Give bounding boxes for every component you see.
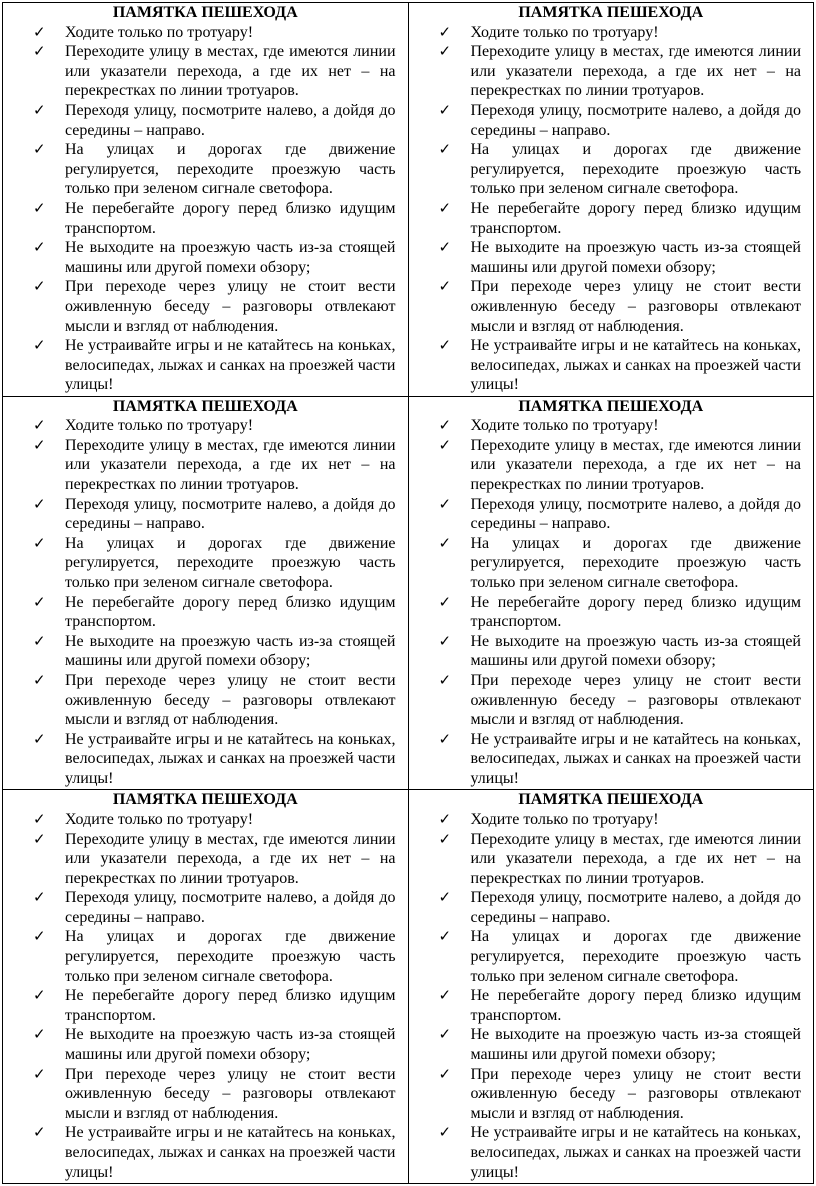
checkmark-icon: ✓ bbox=[33, 238, 46, 257]
checkmark-icon: ✓ bbox=[438, 100, 452, 119]
memo-title: ПАМЯТКА ПЕШЕХОДА bbox=[112, 397, 298, 415]
checkmark-icon: ✓ bbox=[33, 927, 46, 946]
rule-item bbox=[33, 730, 396, 789]
checkmark-icon: ✓ bbox=[33, 494, 46, 513]
rules-list bbox=[439, 810, 802, 1182]
memo-card-content bbox=[409, 3, 814, 396]
rule-text: Ходите только по тротуару! bbox=[470, 810, 659, 828]
rule-text: Не перебегайте дорогу перед близко идущим транспортом. bbox=[65, 593, 396, 631]
rule-item bbox=[33, 416, 396, 436]
checkmark-icon: ✓ bbox=[438, 670, 452, 689]
memo-card-content bbox=[3, 3, 408, 396]
checkmark-icon: ✓ bbox=[438, 1025, 452, 1044]
checkmark-icon: ✓ bbox=[438, 986, 452, 1005]
rule-item bbox=[33, 986, 396, 1025]
checkmark-icon: ✓ bbox=[438, 22, 452, 41]
checkmark-icon: ✓ bbox=[33, 888, 46, 907]
checkmark-icon: ✓ bbox=[33, 729, 46, 748]
memo-card bbox=[408, 790, 814, 1184]
rule-text: Не устраивайте игры и не катайтесь на коньках, велосипедах, лыжах и санках на проезжей части улицы! bbox=[470, 730, 801, 787]
rule-text: Переходите улицу в местах, где имеются линии или указатели перехода, а где их нет – на перекрестках по линии тротуаров. bbox=[470, 43, 801, 100]
rule-item bbox=[439, 593, 802, 632]
memo-title: ПАМЯТКА ПЕШЕХОДА bbox=[112, 4, 298, 21]
rule-text: На улицах и дорогах где движение регулируется, переходите проезжую часть только при зеленом сигнале светофора. bbox=[470, 141, 801, 198]
rule-item bbox=[439, 534, 802, 593]
rule-text: На улицах и дорогах где движение регулируется, переходите проезжую часть только при зеленом сигнале светофора. bbox=[65, 534, 396, 591]
rule-text: Ходите только по тротуару! bbox=[65, 23, 254, 41]
checkmark-icon: ✓ bbox=[438, 631, 452, 650]
checkmark-icon: ✓ bbox=[438, 435, 452, 454]
checkmark-icon: ✓ bbox=[33, 1025, 46, 1044]
memo-card-content bbox=[3, 790, 408, 1183]
rule-text: Переходите улицу в местах, где имеются линии или указатели перехода, а где их нет – на перекрестках по линии тротуаров. bbox=[470, 436, 801, 494]
rule-item bbox=[33, 238, 396, 277]
rule-text: Не устраивайте игры и не катайтесь на коньках, велосипедах, лыжах и санках на проезжей части улицы! bbox=[65, 337, 396, 394]
rule-item bbox=[439, 336, 802, 395]
memo-card-content bbox=[409, 790, 814, 1183]
rule-text: Не выходите на проезжую часть из-за стоящей машины или другой помехи обзору; bbox=[470, 239, 801, 276]
memo-row bbox=[3, 396, 814, 790]
rule-text: На улицах и дорогах где движение регулируется, переходите проезжую часть только при зеленом сигнале светофора. bbox=[470, 928, 801, 985]
checkmark-icon: ✓ bbox=[33, 631, 46, 650]
checkmark-icon: ✓ bbox=[438, 1064, 452, 1083]
rule-text: Ходите только по тротуару! bbox=[470, 417, 659, 435]
memo-card bbox=[408, 396, 814, 790]
rule-item bbox=[439, 140, 802, 199]
rule-item bbox=[33, 830, 396, 889]
rule-text: Не выходите на проезжую часть из-за стоящей машины или другой помехи обзору; bbox=[470, 1026, 801, 1064]
rules-list bbox=[33, 23, 396, 395]
rule-text: Ходите только по тротуару! bbox=[65, 810, 254, 828]
checkmark-icon: ✓ bbox=[438, 809, 452, 828]
memo-card bbox=[3, 3, 409, 397]
rule-item bbox=[439, 1065, 802, 1124]
rule-text: Переходите улицу в местах, где имеются линии или указатели перехода, а где их нет – на перекрестках по линии тротуаров. bbox=[65, 830, 396, 887]
rules-list bbox=[33, 416, 396, 788]
rule-text: Переходя улицу, посмотрите налево, а дойдя до середины – направо. bbox=[470, 495, 801, 533]
rule-text: Не устраивайте игры и не катайтесь на коньках, велосипедах, лыжах и санках на проезжей части улицы! bbox=[470, 337, 801, 394]
checkmark-icon: ✓ bbox=[438, 42, 452, 61]
rule-item bbox=[439, 23, 802, 43]
rule-item bbox=[439, 927, 802, 986]
checkmark-icon: ✓ bbox=[33, 1064, 46, 1083]
rule-item bbox=[439, 42, 802, 101]
rule-item bbox=[33, 927, 396, 986]
rule-text: Не выходите на проезжую часть из-за стоящей машины или другой помехи обзору; bbox=[65, 1026, 396, 1064]
rule-item bbox=[439, 238, 802, 277]
rule-item bbox=[439, 830, 802, 889]
checkmark-icon: ✓ bbox=[438, 829, 452, 848]
rules-list bbox=[33, 810, 396, 1182]
rule-text: Не выходите на проезжую часть из-за стоящей машины или другой помехи обзору; bbox=[470, 632, 801, 670]
rule-text: Не перебегайте дорогу перед близко идущим транспортом. bbox=[470, 987, 801, 1024]
rule-item bbox=[33, 1123, 396, 1182]
rule-text: Не перебегайте дорогу перед близко идущим транспортом. bbox=[470, 593, 801, 631]
checkmark-icon: ✓ bbox=[33, 435, 46, 454]
rule-text: Не перебегайте дорогу перед близко идущим транспортом. bbox=[65, 199, 396, 237]
memo-title: ПАМЯТКА ПЕШЕХОДА bbox=[518, 397, 704, 415]
rule-text: При переходе через улицу не стоит вести оживленную беседу – разговоры отвлекают мысли и взгляд от наблюдения. bbox=[65, 671, 396, 729]
checkmark-icon: ✓ bbox=[33, 22, 46, 41]
rule-item bbox=[439, 436, 802, 495]
rule-item bbox=[33, 495, 396, 534]
rule-text: При переходе через улицу не стоит вести оживленную беседу – разговоры отвлекают мысли и взгляд от наблюдения. bbox=[470, 278, 801, 335]
rule-text: Переходите улицу в местах, где имеются линии или указатели перехода, а где их нет – на перекрестках по линии тротуаров. bbox=[65, 43, 396, 100]
checkmark-icon: ✓ bbox=[33, 809, 46, 828]
rule-text: Не устраивайте игры и не катайтесь на коньках, велосипедах, лыжах и санках на проезжей части улицы! bbox=[470, 1124, 801, 1181]
checkmark-icon: ✓ bbox=[33, 592, 46, 611]
checkmark-icon: ✓ bbox=[438, 277, 452, 296]
memo-title: ПАМЯТКА ПЕШЕХОДА bbox=[518, 791, 704, 809]
rule-item bbox=[33, 1065, 396, 1124]
rule-text: Переходя улицу, посмотрите налево, а дойдя до середины – направо. bbox=[470, 889, 801, 926]
rule-text: Не устраивайте игры и не катайтесь на коньках, велосипедах, лыжах и санках на проезжей части улицы! bbox=[65, 1124, 396, 1181]
checkmark-icon: ✓ bbox=[438, 927, 452, 946]
rule-item bbox=[439, 1123, 802, 1182]
memo-row bbox=[3, 3, 814, 397]
rule-item bbox=[439, 730, 802, 789]
rule-text: На улицах и дорогах где движение регулируется, переходите проезжую часть только при зеленом сигнале светофора. bbox=[470, 534, 801, 591]
rule-text: При переходе через улицу не стоит вести оживленную беседу – разговоры отвлекают мысли и взгляд от наблюдения. bbox=[470, 1065, 801, 1122]
rule-text: Не перебегайте дорогу перед близко идущим транспортом. bbox=[65, 987, 396, 1024]
rule-text: Не перебегайте дорогу перед близко идущим транспортом. bbox=[470, 199, 801, 237]
rule-text: Переходя улицу, посмотрите налево, а дойдя до середины – направо. bbox=[65, 889, 396, 926]
rule-item bbox=[439, 888, 802, 927]
rules-list bbox=[439, 23, 802, 395]
rule-item bbox=[33, 23, 396, 43]
rule-item bbox=[33, 277, 396, 336]
memo-card-content bbox=[3, 397, 408, 790]
checkmark-icon: ✓ bbox=[438, 1123, 452, 1142]
rule-item bbox=[33, 140, 396, 199]
rule-item bbox=[439, 416, 802, 436]
checkmark-icon: ✓ bbox=[33, 42, 46, 61]
rule-item bbox=[33, 101, 396, 140]
memo-card bbox=[3, 396, 409, 790]
memo-card bbox=[3, 790, 409, 1184]
rule-item bbox=[33, 42, 396, 101]
memo-sheet bbox=[2, 2, 814, 1184]
checkmark-icon: ✓ bbox=[33, 100, 46, 119]
rule-item bbox=[439, 199, 802, 238]
rule-text: Не выходите на проезжую часть из-за стоящей машины или другой помехи обзору; bbox=[65, 239, 396, 276]
rule-item bbox=[33, 534, 396, 593]
rule-item bbox=[33, 436, 396, 495]
checkmark-icon: ✓ bbox=[438, 729, 452, 748]
checkmark-icon: ✓ bbox=[33, 336, 46, 355]
checkmark-icon: ✓ bbox=[33, 829, 46, 848]
checkmark-icon: ✓ bbox=[33, 670, 46, 689]
rule-text: Переходя улицу, посмотрите налево, а дойдя до середины – направо. bbox=[65, 101, 396, 139]
rule-text: Не выходите на проезжую часть из-за стоящей машины или другой помехи обзору; bbox=[65, 632, 396, 670]
checkmark-icon: ✓ bbox=[438, 416, 452, 435]
memo-title: ПАМЯТКА ПЕШЕХОДА bbox=[518, 4, 704, 21]
memo-row bbox=[3, 790, 814, 1184]
rule-item bbox=[33, 632, 396, 671]
memo-card bbox=[408, 3, 814, 397]
rule-text: Переходя улицу, посмотрите налево, а дойдя до середины – направо. bbox=[65, 495, 396, 533]
memo-title: ПАМЯТКА ПЕШЕХОДА bbox=[112, 791, 298, 809]
rule-text: Ходите только по тротуару! bbox=[65, 417, 254, 435]
rule-item bbox=[439, 1025, 802, 1064]
rule-text: При переходе через улицу не стоит вести оживленную беседу – разговоры отвлекают мысли и взгляд от наблюдения. bbox=[65, 278, 396, 335]
rule-text: На улицах и дорогах где движение регулируется, переходите проезжую часть только при зеленом сигнале светофора. bbox=[65, 141, 396, 198]
rule-text: Переходите улицу в местах, где имеются линии или указатели перехода, а где их нет – на перекрестках по линии тротуаров. bbox=[470, 830, 801, 887]
rule-text: Переходя улицу, посмотрите налево, а дойдя до середины – направо. bbox=[470, 101, 801, 139]
checkmark-icon: ✓ bbox=[438, 238, 452, 257]
rule-item bbox=[33, 199, 396, 238]
rule-item bbox=[33, 888, 396, 927]
rule-text: При переходе через улицу не стоит вести оживленную беседу – разговоры отвлекают мысли и взгляд от наблюдения. bbox=[470, 671, 801, 729]
rule-item bbox=[439, 277, 802, 336]
memo-grid bbox=[3, 3, 814, 1184]
checkmark-icon: ✓ bbox=[438, 494, 452, 513]
checkmark-icon: ✓ bbox=[33, 277, 46, 296]
rule-item bbox=[33, 671, 396, 730]
rule-item bbox=[439, 986, 802, 1025]
rule-text: Не устраивайте игры и не катайтесь на коньках, велосипедах, лыжах и санках на проезжей части улицы! bbox=[65, 730, 396, 787]
checkmark-icon: ✓ bbox=[438, 533, 452, 552]
rule-item bbox=[33, 336, 396, 395]
checkmark-icon: ✓ bbox=[438, 592, 452, 611]
rule-text: Переходите улицу в местах, где имеются линии или указатели перехода, а где их нет – на перекрестках по линии тротуаров. bbox=[65, 436, 396, 494]
rule-text: При переходе через улицу не стоит вести оживленную беседу – разговоры отвлекают мысли и взгляд от наблюдения. bbox=[65, 1065, 396, 1122]
checkmark-icon: ✓ bbox=[438, 140, 452, 159]
memo-card-content bbox=[409, 397, 814, 790]
rule-item bbox=[439, 671, 802, 730]
rule-item bbox=[33, 810, 396, 830]
rule-item bbox=[439, 632, 802, 671]
rule-item bbox=[439, 495, 802, 534]
checkmark-icon: ✓ bbox=[33, 140, 46, 159]
checkmark-icon: ✓ bbox=[33, 1123, 46, 1142]
checkmark-icon: ✓ bbox=[33, 198, 46, 217]
checkmark-icon: ✓ bbox=[33, 986, 46, 1005]
rule-item bbox=[33, 593, 396, 632]
rule-item bbox=[439, 101, 802, 140]
checkmark-icon: ✓ bbox=[438, 198, 452, 217]
checkmark-icon: ✓ bbox=[33, 416, 46, 435]
checkmark-icon: ✓ bbox=[438, 888, 452, 907]
checkmark-icon: ✓ bbox=[33, 533, 46, 552]
rule-item bbox=[439, 810, 802, 830]
rule-text: Ходите только по тротуару! bbox=[470, 23, 659, 41]
rule-item bbox=[33, 1025, 396, 1064]
rule-text: На улицах и дорогах где движение регулируется, переходите проезжую часть только при зеленом сигнале светофора. bbox=[65, 928, 396, 985]
checkmark-icon: ✓ bbox=[438, 336, 452, 355]
rules-list bbox=[439, 416, 802, 788]
